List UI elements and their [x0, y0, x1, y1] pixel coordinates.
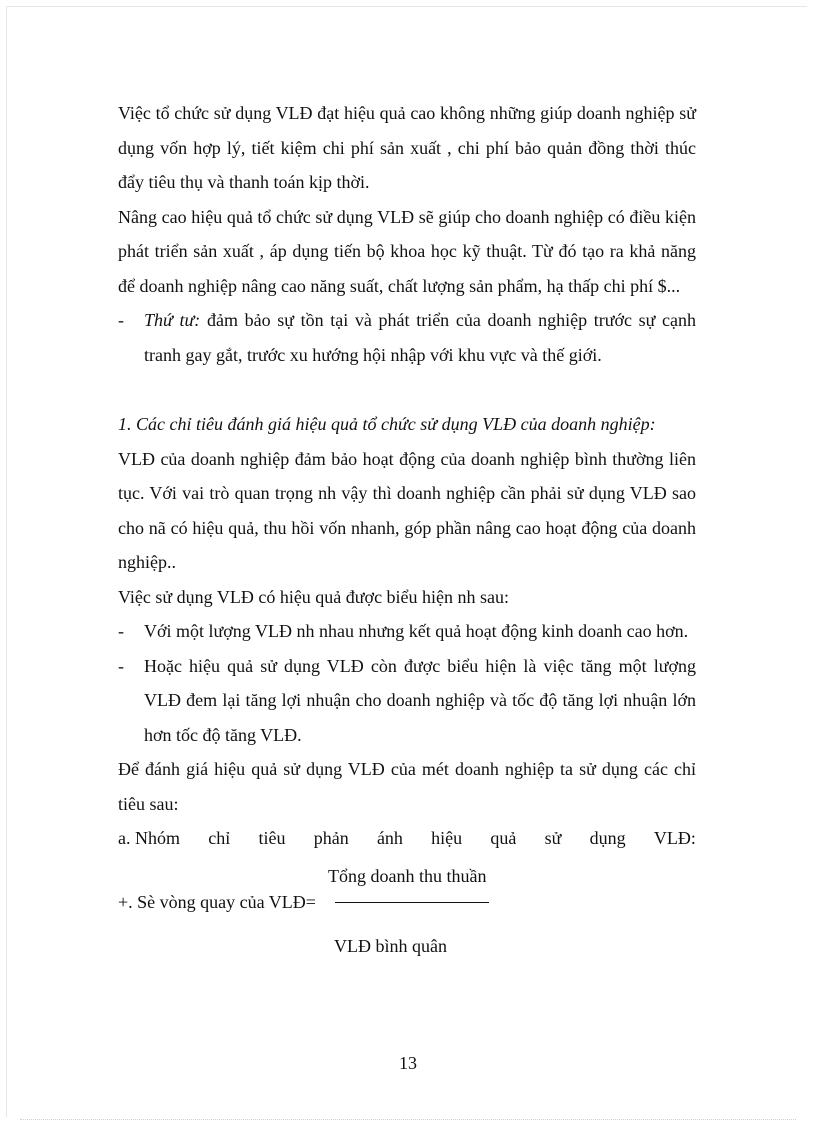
word: ánh [376, 828, 403, 848]
word: a. Nhóm [118, 828, 180, 848]
group-a-heading [118, 821, 696, 856]
document-body [118, 96, 696, 966]
bullet-dash: - [118, 655, 124, 676]
bullet-b-text: Hoặc hiệu quả sử dụng VLĐ còn được biểu hiện là việc tăng một lượng VLĐ đem lại tăng lợi nhuận cho doanh nghiệp và tốc độ tăng lợi nhuận lớn hơn tốc độ tăng VLĐ. [144, 655, 696, 745]
word: hiệu [431, 828, 463, 848]
formula-turnover [118, 856, 696, 966]
word: tiêu [258, 828, 286, 848]
bullet-dash: - [118, 310, 124, 330]
word: quả [490, 828, 517, 848]
bullet-item-b [118, 649, 696, 753]
page-bottom-rule [20, 1119, 796, 1120]
fraction-bar [335, 902, 489, 903]
formula-lhs: +. Sè vòng quay của VLĐ= [118, 891, 316, 912]
bullet-fourth [118, 303, 696, 372]
bullet-fourth-text: đảm bảo sự tồn tại và phát triển của doanh nghiệp trước sự cạnh tranh gay gắt, trước xu hướng hội nhập với khu vực và thế giới. [144, 310, 697, 365]
formula-numerator: Tổng doanh thu thuần [328, 865, 487, 886]
word: VLĐ: [653, 828, 696, 848]
formula-denominator: VLĐ bình quân [334, 935, 447, 956]
word: sử [544, 828, 562, 848]
paragraph-5: Để đánh giá hiệu quả sử dụng VLĐ của mét doanh nghiệp ta sử dụng các chỉ tiêu sau: [118, 759, 696, 814]
paragraph-4: Việc sử dụng VLĐ có hiệu quả được biểu hiện nh sau: [118, 586, 510, 607]
word: phản [313, 828, 349, 848]
page-number: 13 [399, 1053, 417, 1073]
bullet-dash: - [118, 621, 124, 641]
bullet-item-a [118, 614, 696, 649]
paragraph-1: Việc tổ chức sử dụng VLĐ đạt hiệu quả cao không những giúp doanh nghiệp sử dụng vốn hợp lý, tiết kiệm chi phí sản xuất , chi phí bảo quản đồng thời thúc đẩy tiêu thụ và thanh toán kịp thời. [118, 103, 696, 192]
bullet-fourth-label: Thứ tư: [144, 310, 201, 330]
paragraph-2: Nâng cao hiệu quả tổ chức sử dụng VLĐ sẽ giúp cho doanh nghiệp có điều kiện phát triển sản xuất , áp dụng tiến bộ khoa học kỹ thuật. Từ đó tạo ra khả năng để doanh nghiệp nâng cao năng suất, chất lượng sản phẩm, hạ thấp chi phí $... [118, 206, 696, 296]
word: dụng [589, 828, 626, 848]
word: chỉ [208, 828, 231, 848]
paragraph-3: VLĐ của doanh nghiệp đảm bảo hoạt động của doanh nghiệp bình thường liên tục. Với vai trò quan trọng nh vậy thì doanh nghiệp cần phải sử dụng VLĐ sao cho nã có hiệu quả, thu hồi vốn nhanh, góp phần nâng cao hoạt động của doanh nghiệp.. [118, 448, 696, 572]
bullet-a-text: Với một lượng VLĐ nh nhau nhưng kết quả hoạt động kinh doanh cao hơn. [144, 621, 689, 641]
section-heading-1: 1. Các chỉ tiêu đánh giá hiệu quả tổ chức sử dụng VLĐ của doanh nghiệp: [118, 414, 656, 434]
